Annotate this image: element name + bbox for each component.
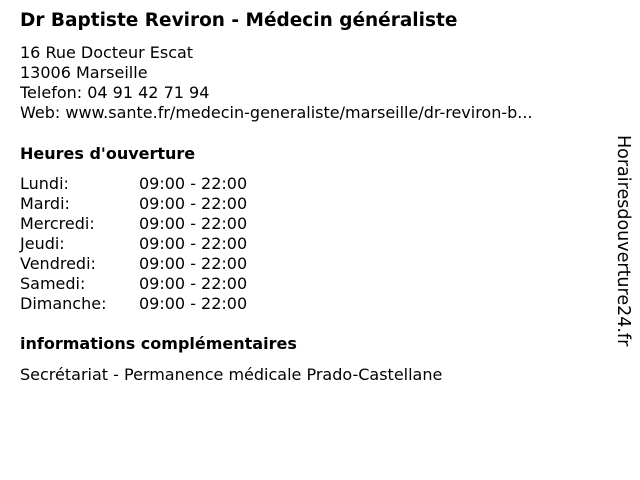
site-watermark: Horairesdouverture24.fr: [613, 135, 633, 347]
day-label: Jeudi:: [20, 234, 65, 253]
hours-row-sunday: [20, 294, 320, 314]
day-label: Lundi:: [20, 174, 69, 193]
time-range: 09:00 - 22:00: [139, 254, 248, 273]
street-address: 16 Rue Docteur Escat: [20, 43, 194, 62]
phone-number: Telefon: 04 91 42 71 94: [20, 83, 210, 102]
hours-row-thursday: [20, 234, 320, 254]
additional-info-heading: informations complémentaires: [20, 334, 297, 353]
day-label: Mardi:: [20, 194, 70, 213]
time-range: 09:00 - 22:00: [139, 194, 248, 213]
opening-hours-heading: Heures d'ouverture: [20, 144, 196, 163]
additional-info-text: Secrétariat - Permanence médicale Prado-Castellane: [20, 365, 443, 384]
hours-row-tuesday: [20, 194, 320, 214]
time-range: 09:00 - 22:00: [139, 274, 248, 293]
day-label: Samedi:: [20, 274, 86, 293]
page-title: Dr Baptiste Reviron - Médecin généraliste: [20, 10, 458, 31]
day-label: Dimanche:: [20, 294, 107, 313]
time-range: 09:00 - 22:00: [139, 294, 248, 313]
website-link[interactable]: www.sante.fr/medecin-generaliste/marseille/dr-reviron-b...: [65, 103, 533, 122]
opening-hours-table: [20, 174, 320, 314]
contact-block: [20, 43, 533, 123]
hours-row-friday: [20, 254, 320, 274]
day-label: Mercredi:: [20, 214, 95, 233]
hours-row-saturday: [20, 274, 320, 294]
time-range: 09:00 - 22:00: [139, 234, 248, 253]
time-range: 09:00 - 22:00: [139, 214, 248, 233]
hours-row-monday: [20, 174, 320, 194]
time-range: 09:00 - 22:00: [139, 174, 248, 193]
day-label: Vendredi:: [20, 254, 96, 273]
city-postcode: 13006 Marseille: [20, 63, 148, 82]
hours-row-wednesday: [20, 214, 320, 234]
website-line: [20, 103, 533, 123]
website-label: Web:: [20, 103, 66, 122]
